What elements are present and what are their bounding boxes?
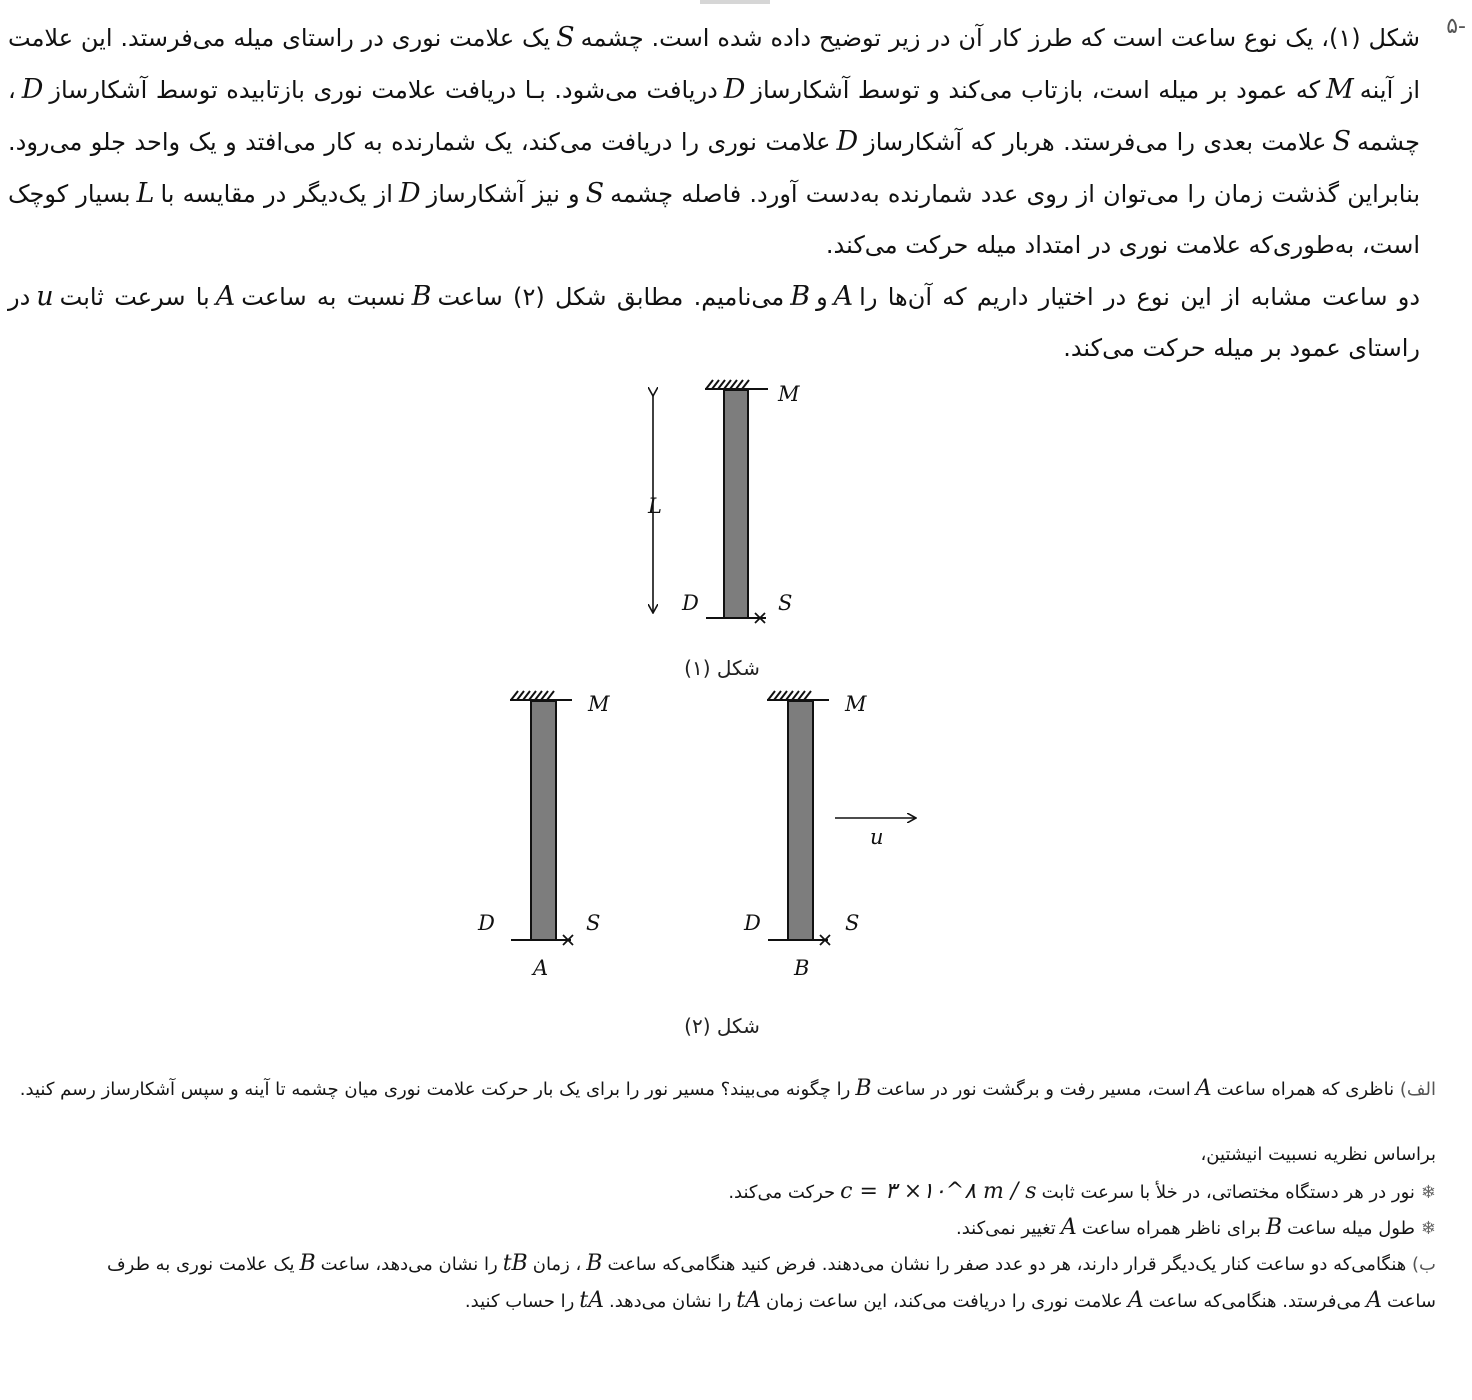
assumption-light-speed: ❄نور در هر دستگاه مختصاتی، در خلأ با سرعت ثابتc = ۳ ×۱۰^۸ m / sحرکت می‌کند. xyxy=(728,1179,1436,1204)
assumption-rod-length: ❄طول میله ساعتBبرای ناظر همراه ساعتAتغییر نمی‌کند. xyxy=(956,1215,1436,1240)
figure1-label-d: D xyxy=(682,591,699,615)
two-clocks-text: دو ساعت مشابه از این نوع در اختیار داریم که آن‌ها راAوBمی‌نامیم. مطابق شکل (۲) ساعتBنسبت به ساعتAبا سرعت ثابتuدر راستای عمود بر میله حرکت می‌کند. xyxy=(8,281,1421,362)
question-intro: شکل (۱)، یک نوع ساعت است که طرز کار آن در زیر توضیح داده شده است. چشمهSیک علامت نوری در راستای میله می‌فرستد. این علامت از آینهMکه عمود بر میله است، بازتاب می‌کند و توسط آشکارسازDدریافت می‌شود. بـا دریافت علامت نوری بازتابیده توسط آشکارسازD، چشمهSعلامت بعدی را می‌فرستد. هربار که آشکارسازDعلامت نوری را دریافت می‌کند، یک شمارنده به کار می‌افتد و یک واحد جلو می‌رود. بنابراین گذشت زمان را می‌توان از روی عدد شمارنده به‌دست آورد. فاصله چشمهSو نیز آشکارسازDاز یک‌دیگر در مقایسه باLبسیار کوچک است، به‌طوری‌که علامت نوری در امتداد میله حرکت می‌کند. دو ساعت مشابه از این نوع در اختیار داریم که آن‌ها راAوBمی‌نامیم. مطابق شکل (۲) ساعتBنسبت به ساعتAبا سرعت ثابتuدر راستای عمود بر میله حرکت می‌کند. xyxy=(8,22,1421,362)
figure1-label-l: L xyxy=(648,494,662,518)
figure2-caption: شکل (۲) xyxy=(684,1014,760,1038)
light-speed-formula: c = ۳ ×۱۰^۸ m / s xyxy=(840,1179,1037,1204)
clock-b-label-m: M xyxy=(845,692,867,716)
assumptions-heading: براساس نظریه نسبیت انیشتین، xyxy=(1200,1144,1436,1165)
bullet-icon: ❄ xyxy=(1420,1182,1436,1203)
clock-a-name: A xyxy=(533,956,549,980)
figure1-rod xyxy=(724,390,748,618)
clock-a-label-d: D xyxy=(478,911,495,935)
clock-a-mirror-hatch-icon xyxy=(510,691,572,700)
question-number: -۵ xyxy=(1446,14,1466,39)
part-a-text: الف) ناظری که همراه ساعتAاست، مسیر رفت و برگشت نور در ساعتBرا چگونه می‌بیند؟ مسیر نور را برای یک بار حرکت علامت نوری میان چشمه تا آینه و سپس آشکارساز رسم کنید. xyxy=(19,1076,1436,1101)
clock-b-name: B xyxy=(794,956,810,980)
clock-b-label-s: S xyxy=(845,911,860,935)
figure1-caption: شکل (۱) xyxy=(684,656,760,680)
clock-b-label-d: D xyxy=(744,911,761,935)
part-b-text: ب) هنگامی‌که دو ساعت کنار یک‌دیگر قرار دارند، هر دو عدد صفر را نشان می‌دهند. فرض کنید هنگامی‌که ساعتB، زمانtBرا نشان می‌دهد، ساعتBیک علامت نوری به طرف ساعتAمی‌فرستد. هنگامی‌که ساعتAعلامت نوری را دریافت می‌کند، این ساعت زمانtAرا نشان می‌دهد.tAرا حساب کنید. xyxy=(107,1251,1436,1313)
clock-b-mirror-hatch-icon xyxy=(767,691,829,700)
clock-b-rod xyxy=(788,701,813,940)
figure2-clock-b xyxy=(743,691,915,980)
clock-a-label-m: M xyxy=(588,692,610,716)
clock-a-rod xyxy=(531,701,556,940)
bullet-icon: ❄ xyxy=(1420,1218,1436,1239)
figure1-label-s: S xyxy=(778,591,793,615)
velocity-label: u xyxy=(870,825,884,849)
figure1-mirror-hatch-icon xyxy=(705,380,768,389)
figure2-clock-a xyxy=(477,691,610,980)
figure1-diagram xyxy=(647,380,800,623)
clock-a-label-s: S xyxy=(586,911,601,935)
figure1-label-m: M xyxy=(778,382,800,406)
